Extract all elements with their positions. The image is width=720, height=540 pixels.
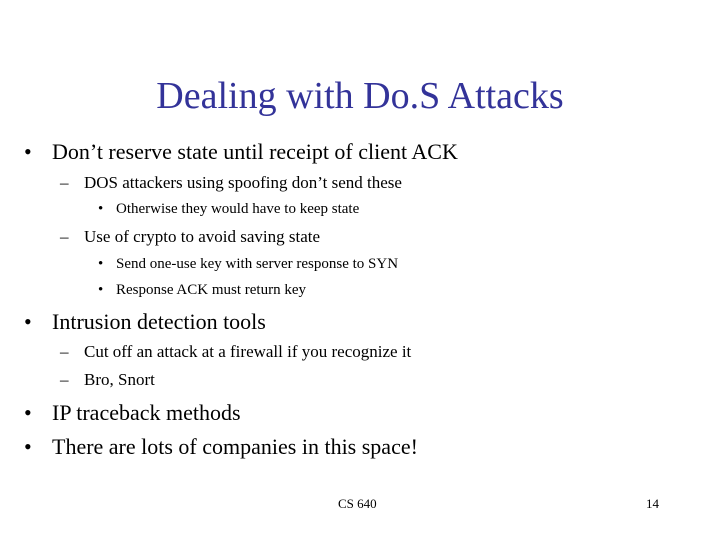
bullet-item: IP traceback methods [52, 400, 241, 425]
bullet-item: There are lots of companies in this space! [52, 434, 418, 459]
sub-sub-bullet-marker: • [98, 201, 104, 217]
bullet-item: Don’t reserve state until receipt of client ACK [52, 139, 458, 164]
sub-bullet-item: DOS attackers using spoofing don’t send these [84, 173, 402, 192]
footer-page-number: 14 [646, 496, 659, 511]
bullet-marker: • [24, 309, 32, 334]
bullet-marker: • [24, 400, 32, 425]
slide-title: Dealing with Do.S Attacks [156, 75, 564, 117]
sub-bullet-marker: – [60, 370, 69, 389]
footer-course: CS 640 [338, 496, 377, 511]
sub-sub-bullet-item: Otherwise they would have to keep state [116, 201, 360, 217]
sub-bullet-marker: – [60, 173, 69, 192]
sub-sub-bullet-item: Response ACK must return key [116, 282, 306, 298]
sub-sub-bullet-marker: • [98, 256, 104, 272]
sub-sub-bullet-item: Send one-use key with server response to SYN [116, 256, 399, 272]
bullet-marker: • [24, 434, 32, 459]
sub-sub-bullet-marker: • [98, 282, 104, 298]
bullet-marker: • [24, 139, 32, 164]
sub-bullet-marker: – [60, 227, 69, 246]
sub-bullet-item: Cut off an attack at a firewall if you recognize it [84, 342, 412, 361]
sub-bullet-marker: – [60, 342, 69, 361]
sub-bullet-item: Use of crypto to avoid saving state [84, 227, 321, 246]
bullet-item: Intrusion detection tools [52, 309, 266, 334]
sub-bullet-item: Bro, Snort [84, 370, 155, 389]
